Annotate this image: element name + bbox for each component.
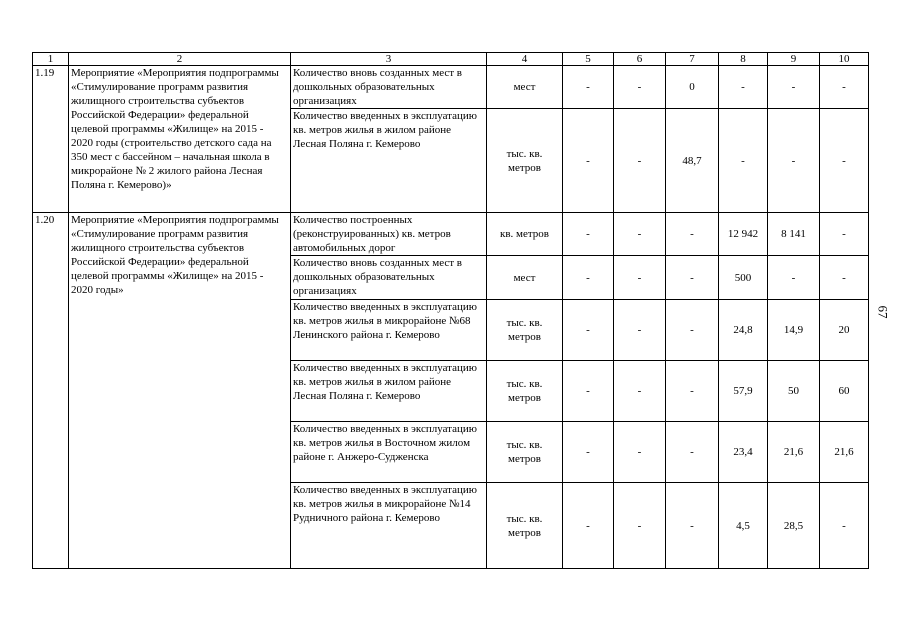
col-header: 1 [33, 53, 69, 66]
unit: тыс. кв. метров [487, 109, 563, 213]
unit: тыс. кв. метров [487, 422, 563, 483]
col-header: 7 [666, 53, 719, 66]
col-header: 8 [719, 53, 768, 66]
event-description: Мероприятие «Мероприятия подпрограммы «Стимулирование программ развития жилищного строительства субъектов Российской Федерации» федеральной целевой программы «Жилище» на 2015 - 2020 годы» [69, 213, 291, 569]
row-number: 1.19 [33, 66, 69, 213]
value-cell: 57,9 [719, 361, 768, 422]
table-row [33, 66, 869, 109]
value-cell: 21,6 [768, 422, 820, 483]
indicator-name: Количество введенных в эксплуатацию кв. метров жилья в жилом районе Лесная Поляна г. Кемерово [291, 361, 487, 422]
indicator-name: Количество построенных (реконструированных) кв. метров автомобильных дорог [291, 213, 487, 256]
value-cell: - [614, 361, 666, 422]
event-description: Мероприятие «Мероприятия подпрограммы «Стимулирование программ развития жилищного строительства субъектов Российской Федерации» федеральной целевой программы «Жилище» на 2015 - 2020 годы (строительство детского сада на 350 мест с бассейном – начальная школа в микрорайоне № 2 жилого района Лесная Поляна г. Кемерово)» [69, 66, 291, 213]
value-cell: - [614, 256, 666, 300]
value-cell: - [666, 361, 719, 422]
value-cell: - [563, 422, 614, 483]
indicator-name: Количество вновь созданных мест в дошкольных образовательных организациях [291, 66, 487, 109]
value-cell: - [563, 483, 614, 569]
value-cell: 48,7 [666, 109, 719, 213]
col-header: 5 [563, 53, 614, 66]
value-cell: - [820, 213, 869, 256]
value-cell: 28,5 [768, 483, 820, 569]
value-cell: 12 942 [719, 213, 768, 256]
value-cell: - [614, 483, 666, 569]
measures-table [32, 52, 869, 569]
value-cell: - [719, 109, 768, 213]
value-cell: - [768, 109, 820, 213]
value-cell: - [666, 422, 719, 483]
value-cell: - [563, 66, 614, 109]
value-cell: 50 [768, 361, 820, 422]
value-cell: - [666, 300, 719, 361]
value-cell: - [666, 256, 719, 300]
indicator-name: Количество введенных в эксплуатацию кв. метров жилья в микрорайоне №68 Ленинского района г. Кемерово [291, 300, 487, 361]
value-cell: - [820, 109, 869, 213]
header-row [33, 53, 869, 66]
value-cell: - [768, 256, 820, 300]
value-cell: 8 141 [768, 213, 820, 256]
table-row [33, 213, 869, 256]
value-cell: - [614, 300, 666, 361]
value-cell: - [820, 483, 869, 569]
value-cell: 0 [666, 66, 719, 109]
value-cell: - [666, 213, 719, 256]
value-cell: 4,5 [719, 483, 768, 569]
value-cell: - [614, 213, 666, 256]
value-cell: - [666, 483, 719, 569]
indicator-name: Количество вновь созданных мест в дошкольных образовательных организациях [291, 256, 487, 300]
col-header: 9 [768, 53, 820, 66]
value-cell: 20 [820, 300, 869, 361]
col-header: 6 [614, 53, 666, 66]
value-cell: - [563, 109, 614, 213]
value-cell: 60 [820, 361, 869, 422]
unit: мест [487, 66, 563, 109]
page-number: 67 [875, 305, 891, 319]
value-cell: - [768, 66, 820, 109]
value-cell: 500 [719, 256, 768, 300]
value-cell: - [614, 109, 666, 213]
value-cell: - [820, 256, 869, 300]
value-cell: - [563, 213, 614, 256]
col-header: 4 [487, 53, 563, 66]
unit: тыс. кв. метров [487, 300, 563, 361]
value-cell: - [820, 66, 869, 109]
value-cell: 14,9 [768, 300, 820, 361]
col-header: 3 [291, 53, 487, 66]
value-cell: - [614, 66, 666, 109]
unit: кв. метров [487, 213, 563, 256]
unit: тыс. кв. метров [487, 483, 563, 569]
unit: тыс. кв. метров [487, 361, 563, 422]
col-header: 2 [69, 53, 291, 66]
indicator-name: Количество введенных в эксплуатацию кв. метров жилья в Восточном жилом районе г. Анжеро-Судженска [291, 422, 487, 483]
value-cell: 23,4 [719, 422, 768, 483]
value-cell: - [563, 256, 614, 300]
value-cell: - [563, 361, 614, 422]
col-header: 10 [820, 53, 869, 66]
indicator-name: Количество введенных в эксплуатацию кв. метров жилья в микрорайоне №14 Рудничного района г. Кемерово [291, 483, 487, 569]
indicator-name: Количество введенных в эксплуатацию кв. метров жилья в жилом районе Лесная Поляна г. Кемерово [291, 109, 487, 213]
value-cell: 24,8 [719, 300, 768, 361]
value-cell: - [563, 300, 614, 361]
value-cell: 21,6 [820, 422, 869, 483]
row-number: 1.20 [33, 213, 69, 569]
value-cell: - [614, 422, 666, 483]
unit: мест [487, 256, 563, 300]
value-cell: - [719, 66, 768, 109]
